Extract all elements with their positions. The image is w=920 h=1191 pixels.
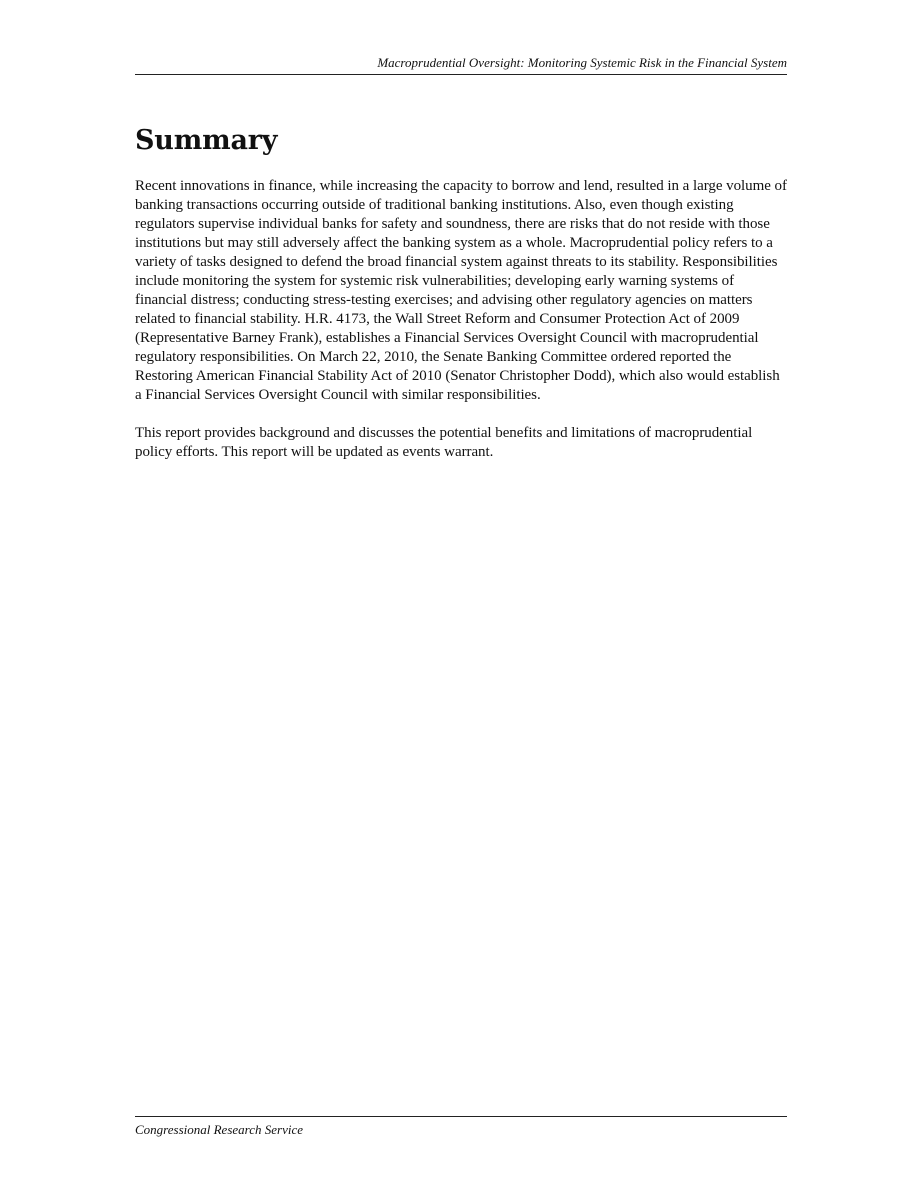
running-footer [135, 1116, 787, 1139]
summary-paragraph: Recent innovations in finance, while increasing the capacity to borrow and lend, resulted in a large volume of banking transactions occurring outside of traditional banking institutions. Also, even though existing regulators supervise individual banks for safety and soundness, there are risks that do not reside with those institutions but may still adversely affect the banking system as a whole. Macroprudential policy refers to a variety of tasks designed to defend the broad financial system against threats to its stability. Responsibilities include monitoring the system for systemic risk vulnerabilities; developing early warning systems of financial distress; conducting stress-testing exercises; and advising other regulatory agencies on matters related to financial stability. H.R. 4173, the Wall Street Reform and Consumer Protection Act of 2009 (Representative Barney Frank), establishes a Financial Services Oversight Council with macroprudential regulatory responsibilities. On March 22, 2010, the Senate Banking Committee ordered reported the Restoring American Financial Stability Act of 2010 (Senator Christopher Dodd), which also would establish a Financial Services Oversight Council with similar responsibilities. [135, 178, 787, 403]
summary-paragraph: This report provides background and discusses the potential benefits and limitations of macroprudential policy efforts. This report will be updated as events warrant. [135, 425, 753, 460]
running-header-title: Macroprudential Oversight: Monitoring Systemic Risk in the Financial System [377, 55, 787, 70]
page-title: Summary [135, 125, 278, 156]
running-header [135, 54, 787, 75]
footer-organization: Congressional Research Service [135, 1122, 303, 1137]
summary-body [135, 177, 787, 481]
